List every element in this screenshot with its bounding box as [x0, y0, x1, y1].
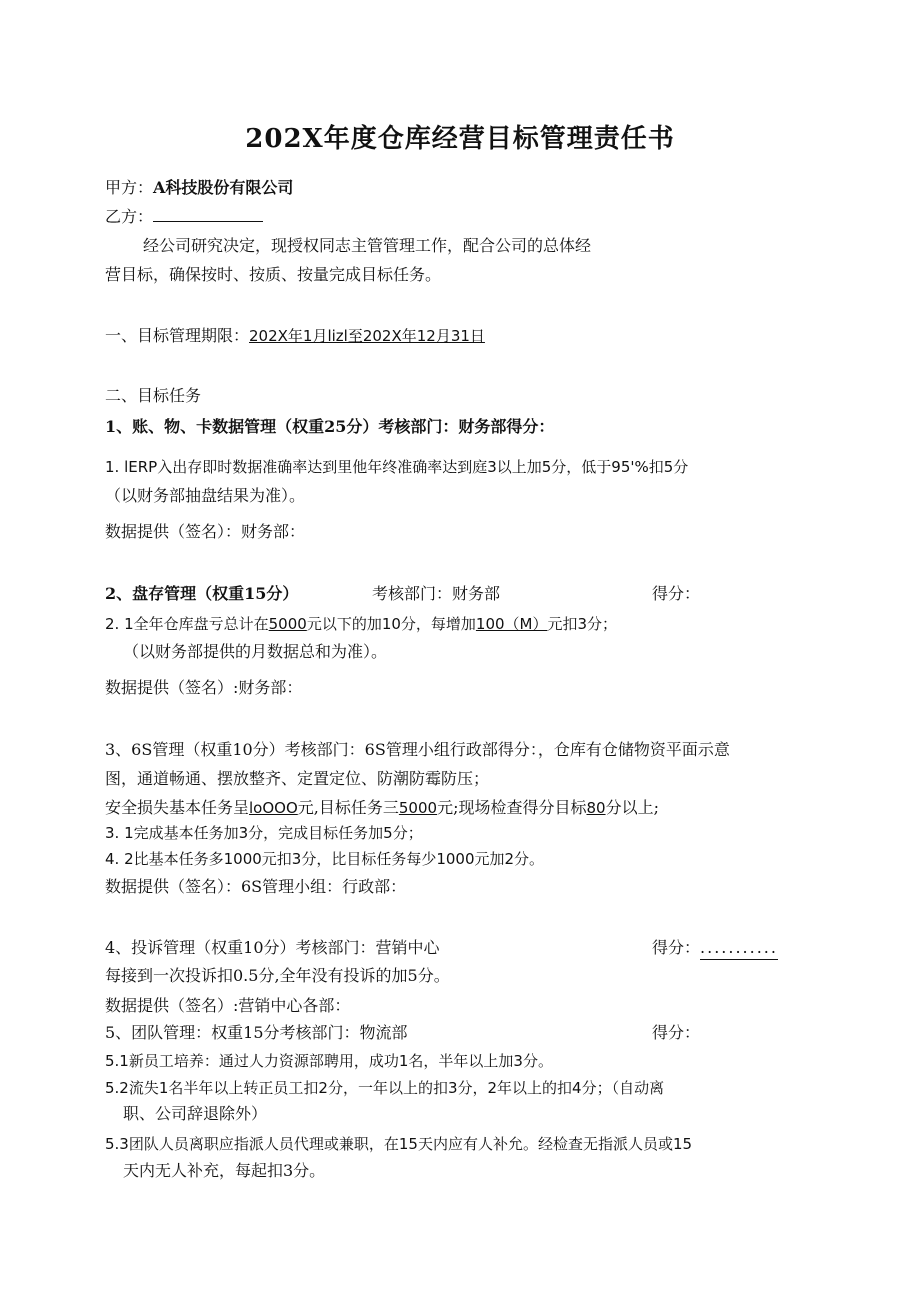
period-line	[105, 325, 485, 347]
section-2-increment: 100（M）	[475, 615, 548, 633]
section-2-dept: 考核部门：财务部	[372, 584, 501, 603]
section-4-score-blank: ...........	[700, 937, 778, 960]
section-4-score	[652, 937, 778, 960]
period-value: 202X年1月lizl至202X年12月31日	[249, 327, 485, 345]
section-2-item-text-b: 元以下的加10分，每增加	[306, 615, 476, 633]
section-5-heading: 5、团队管理：权重15分考核部门：物流部	[105, 1023, 408, 1042]
section-3-loss-line	[105, 797, 659, 819]
section-1-item-cont: （以财务部抽盘结果为准）。	[105, 486, 306, 505]
section-5-item-3-cont: 天内无人补充，每起扣3分。	[123, 1161, 326, 1180]
tasks-heading: 二、目标任务	[105, 386, 202, 405]
section-4-rule: 每接到一次投诉扣0.5分,全年没有投诉的加5分。	[105, 966, 450, 985]
section-2-heading: 2、盘存管理（权重15分）	[105, 584, 299, 603]
section-3-item-2: 4. 2比基本任务多1000元扣3分，比目标任务每少1000元加2分。	[105, 850, 545, 868]
party-a-line	[105, 177, 293, 199]
section-5-item-2-cont: 职、公司辞退除外）	[123, 1104, 268, 1123]
section-3-cont: 图，通道畅通、摆放整齐、定置定位、防潮防霉防压；	[105, 769, 490, 788]
section-5-item-2: 5.2流失1名半年以上转正员工扣2分，一年以上的扣3分，2年以上的扣4分；（自动离	[105, 1079, 665, 1097]
section-4-heading: 4、投诉管理（权重10分）考核部门：营销中心	[105, 938, 440, 957]
party-b-line	[105, 206, 263, 228]
section-2-item	[105, 613, 617, 635]
section-3-target-task: 5000	[398, 799, 438, 817]
section-4-score-label: 得分：	[652, 938, 701, 957]
section-2-item-text-c: 元扣3分；	[547, 615, 618, 633]
section-4-data-provider: 数据提供（签名）:营销中心各部：	[105, 996, 351, 1015]
section-3-basic-task: loOOO	[249, 799, 298, 817]
section-3-data-provider: 数据提供（签名）：6S管理小组：行政部：	[105, 877, 407, 896]
intro-line-2: 营目标，确保按时、按质、按量完成目标任务。	[105, 265, 442, 284]
section-1-data-provider: 数据提供（签名）：财务部：	[105, 522, 306, 541]
period-label: 一、目标管理期限：	[105, 326, 250, 345]
section-2-score-label: 得分：	[652, 584, 701, 603]
section-3-loss-text-b: 元,目标任务三	[297, 798, 399, 817]
section-5-item-3: 5.3团队人员离职应指派人员代理或兼职，在15天内应有人补允。经检查无指派人员或15	[105, 1135, 693, 1153]
party-b-blank	[153, 207, 263, 222]
party-a-label: 甲方：	[105, 178, 154, 197]
section-5-score-label: 得分：	[652, 1023, 701, 1042]
party-a-value: A科技股份有限公司	[153, 178, 294, 197]
intro-line-1: 经公司研究决定，现授权同志主管管理工作，配合公司的总体经	[143, 236, 592, 255]
section-3-heading: 3、6S管理（权重10分）考核部门：6S管理小组行政部得分：，仓库有仓储物资平面示意	[105, 740, 730, 759]
section-3-loss-text-d: 分以上;	[605, 798, 659, 817]
section-5-item-1: 5.1新员工培养：通过人力资源部聘用，成功1名，半年以上加3分。	[105, 1052, 553, 1070]
party-b-label: 乙方：	[105, 207, 154, 226]
document-title: 202X年度仓库经营目标管理责任书	[245, 124, 675, 154]
section-2-item-cont: （以财务部提供的月数据总和为准）。	[123, 642, 388, 661]
section-3-loss-text-c: 元;现场检查得分目标	[437, 798, 587, 817]
section-2-threshold: 5000	[268, 615, 307, 633]
section-3-loss-text-a: 安全损失基本任务呈	[105, 798, 250, 817]
section-3-score-target: 80	[586, 799, 606, 817]
section-1-item: 1. lERP入出存即时数据准确率达到里他年终准确率达到庭3以上加5分，低于95'%扣5分	[105, 458, 689, 476]
section-2-data-provider: 数据提供（签名）:财务部：	[105, 678, 303, 697]
section-1-heading: 1、账、物、卡数据管理（权重25分）考核部门：财务部得分：	[105, 417, 555, 436]
section-2-item-text-a: 2. 1全年仓库盘亏总计在	[105, 615, 269, 633]
section-3-item-1: 3. 1完成基本任务加3分，完成目标任务加5分；	[105, 824, 423, 842]
